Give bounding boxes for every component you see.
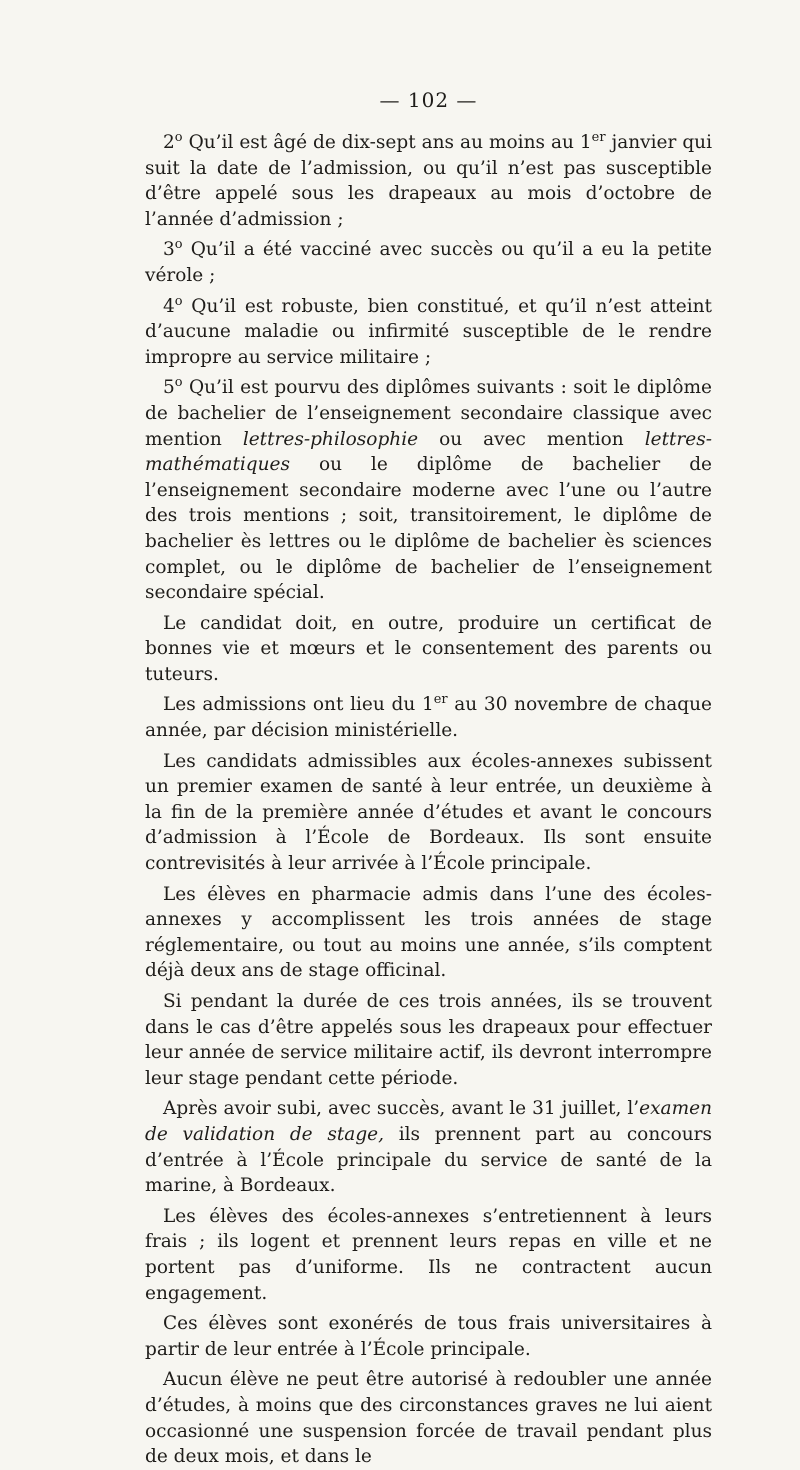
text-run: Les candidats admissibles aux écoles-annexes subissent un premier examen de santé à leur entrée, un deuxième à la fin de la première année d’études et avant le concours d’admission à l’École de Bordeaux. Ils sont ensuite contrevisités à leur arrivée à l’École principale. [145, 750, 712, 875]
paragraph [145, 749, 712, 877]
italic-text: lettres-philosophie [242, 428, 419, 450]
text-run: ils prennent part au concours d’entrée à l’École principale du service de santé de la marine, à Bordeaux. [145, 1123, 712, 1197]
paragraph [145, 1311, 712, 1362]
paragraph [145, 611, 712, 688]
text-run: 2 [163, 132, 175, 153]
text-run: Qu’il est pourvu des diplômes suivants : soit le diplôme de bachelier de l’enseignement secondaire classique avec mention [145, 377, 712, 450]
superscript: o [174, 375, 183, 391]
paragraph [145, 375, 712, 605]
italic-text: lettres-mathématiques [145, 428, 712, 476]
text-run: 4 [163, 295, 175, 317]
paragraph [145, 1367, 712, 1469]
paragraph [145, 882, 712, 984]
text-run: Après avoir subi, avec succès, avant le 31 juillet, l’ [163, 1098, 640, 1120]
paragraph [145, 989, 712, 1091]
text-run: au 30 novembre de chaque année, par décision ministérielle. [145, 694, 712, 742]
text-run: Les élèves en pharmacie admis dans l’une des écoles-annexes y accomplissent les trois années de stage réglementaire, ou tout au moins une année, s’ils comptent déjà deux ans de stage officinal. [145, 883, 712, 982]
text-run: 5 [163, 377, 175, 399]
text-run: Qu’il a été vacciné avec succès ou qu’il a eu la petite vérole ; [145, 239, 712, 286]
text-run: ou le diplôme de bachelier de l’enseignement secondaire moderne avec l’une ou l’autre des trois mentions ; soit, transitoirement, le diplôme de bachelier ès lettres ou le diplôme de bachelier ès sciences complet, ou le diplôme de bachelier de l’enseignement secondaire spécial. [145, 454, 712, 604]
text-run: ou avec mention [418, 428, 645, 450]
text-run: Les admissions ont lieu du 1 [163, 694, 434, 716]
superscript: o [174, 129, 183, 145]
text-run: janvier qui suit la date de l’admission, ou qu’il n’est pas susceptible d’être appelé sous les drapeaux au mois d’octobre de l’année d’admission ; [145, 132, 713, 230]
superscript: o [174, 237, 183, 253]
text-run: Le candidat doit, en outre, produire un certificat de bonnes vie et mœurs et le consentement des parents ou tuteurs. [145, 612, 712, 685]
paragraph [145, 692, 712, 743]
paragraph [145, 237, 712, 288]
page-number: — 102 — [379, 88, 478, 112]
paragraph [145, 294, 712, 371]
superscript: er [433, 692, 448, 708]
paragraph [145, 130, 712, 232]
body-text [145, 130, 712, 1470]
text-run: Si pendant la durée de ces trois années, ils se trouvent dans le cas d’être appelés sous les drapeaux pour effectuer leur année de service militaire actif, ils devront interrompre leur stage pendant cette période. [145, 991, 712, 1089]
text-run: Les élèves des écoles-annexes s’entretiennent à leurs frais ; ils logent et prennent leurs repas en ville et ne portent pas d’uniforme. Ils ne contractent aucun engagement. [145, 1205, 712, 1304]
text-run: Qu’il est âgé de dix-sept ans au moins au 1 [182, 132, 592, 153]
paragraph [145, 1204, 712, 1306]
paragraph [145, 1096, 712, 1198]
superscript: er [591, 129, 606, 145]
text-run: Qu’il est robuste, bien constitué, et qu’il n’est atteint d’aucune maladie ou infirmité susceptible de le rendre impropre au service militaire ; [145, 295, 712, 368]
italic-text: examen de validation de stage, [145, 1098, 712, 1145]
superscript: o [174, 293, 183, 309]
text-run: Ces élèves sont exonérés de tous frais universitaires à partir de leur entrée à l’École principale. [145, 1313, 712, 1360]
text-run: 3 [163, 239, 175, 261]
text-run: Aucun élève ne peut être autorisé à redoubler une année d’études, à moins que des circonstances graves ne lui aient occasionné une suspension forcée de travail pendant plus de deux mois, et dans le [145, 1369, 712, 1468]
